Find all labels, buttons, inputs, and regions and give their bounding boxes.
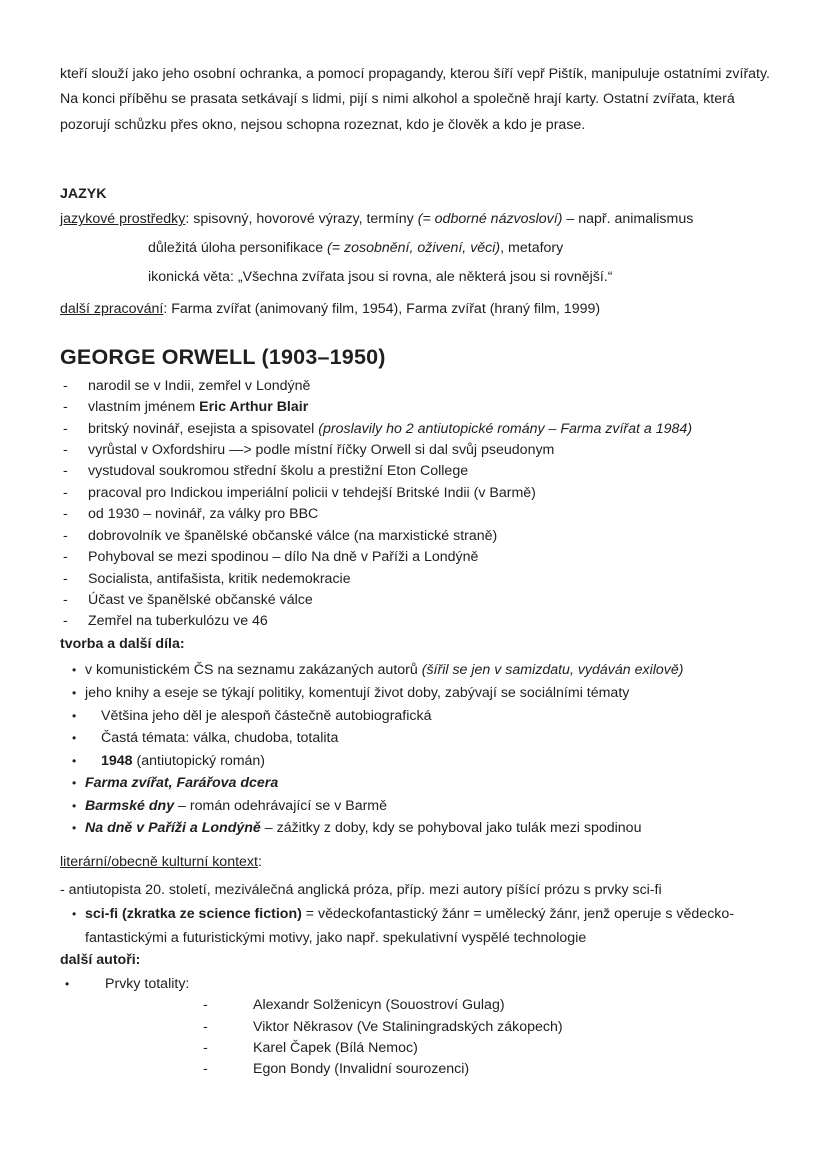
text-segment: Zemřel na tuberkulózu ve 46 bbox=[88, 613, 268, 630]
jazyk-heading bbox=[60, 184, 772, 206]
list-item-text bbox=[85, 817, 772, 840]
text-segment: tvorba a další díla: bbox=[60, 635, 185, 652]
orwell-fact bbox=[60, 504, 772, 525]
list-item-text bbox=[253, 1059, 772, 1080]
text-segment: – zážitky z doby, kdy se pohyboval jako tulák mezi spodinou bbox=[260, 820, 642, 837]
dash-marker: - bbox=[63, 377, 68, 394]
prvky-totality-bullet bbox=[60, 973, 772, 996]
text-segment: : spisovný, hovorové výrazy, termíny bbox=[185, 211, 418, 228]
bullet-marker: • bbox=[72, 685, 77, 700]
text-segment: důležitá úloha personifikace bbox=[148, 240, 328, 257]
text-segment: (šířil se jen v samizdatu, vydáván exilově) bbox=[421, 662, 684, 679]
text-segment: vyrůstal v Oxfordshiru —> podle místní říčky Orwell si dal svůj pseudonym bbox=[88, 442, 555, 459]
tvorba-item bbox=[60, 705, 772, 728]
text-segment: dobrovolník ve španělské občanské válce (na marxistické straně) bbox=[88, 527, 498, 544]
bullet-marker: • bbox=[72, 708, 77, 723]
text-segment: od 1930 – novinář, za války pro BBC bbox=[88, 506, 319, 523]
orwell-fact bbox=[60, 376, 772, 397]
dash-marker: - bbox=[203, 1061, 208, 1078]
text-segment: další zpracování bbox=[60, 301, 164, 318]
bullet-marker: • bbox=[72, 798, 77, 813]
document-content bbox=[60, 62, 772, 1080]
text-segment: (antiutopický román) bbox=[132, 752, 266, 769]
dash-marker: - bbox=[63, 484, 68, 501]
tvorba-item bbox=[60, 772, 772, 795]
text-segment: Častá témata: válka, chudoba, totalita bbox=[101, 730, 339, 747]
list-item-text bbox=[253, 1017, 772, 1038]
dash-marker: - bbox=[63, 442, 68, 459]
text-segment: jazykové prostředky bbox=[60, 211, 186, 228]
text-segment: – např. animalismus bbox=[562, 211, 694, 228]
list-item-text bbox=[88, 611, 772, 632]
antiutopista-line bbox=[60, 880, 772, 902]
dash-marker: - bbox=[63, 549, 68, 566]
kontext-line bbox=[60, 852, 772, 874]
text-segment: 1948 bbox=[101, 752, 133, 769]
tvorba-heading bbox=[60, 634, 772, 656]
dash-marker: - bbox=[63, 591, 68, 608]
list-item-text bbox=[88, 461, 772, 482]
text-segment: Eric Arthur Blair bbox=[199, 399, 309, 416]
list-item-text bbox=[88, 590, 772, 611]
dalsi-zpracovani-line bbox=[60, 299, 772, 321]
bullet-marker: • bbox=[72, 907, 77, 922]
list-item-text bbox=[253, 995, 772, 1016]
text-segment: v komunistickém ČS na seznamu zakázaných autorů bbox=[85, 662, 422, 679]
orwell-heading bbox=[60, 343, 772, 371]
text-segment: sci-fi (zkratka ze science fiction) bbox=[85, 906, 302, 923]
list-item-text bbox=[101, 750, 772, 773]
text-segment: Karel Čapek (Bílá Nemoc) bbox=[253, 1039, 418, 1056]
text-segment: narodil se v Indii, zemřel v Londýně bbox=[88, 377, 311, 394]
list-item-text bbox=[85, 903, 772, 950]
tvorba-item bbox=[60, 659, 772, 682]
dash-marker: - bbox=[63, 463, 68, 480]
text-segment: jeho knihy a eseje se týkají politiky, komentují život doby, zabývají se sociálními tématy bbox=[85, 684, 630, 701]
ikonicka-veta-line bbox=[60, 267, 772, 289]
tvorba-item bbox=[60, 682, 772, 705]
totalita-author bbox=[60, 1038, 772, 1059]
dash-marker: - bbox=[63, 527, 68, 544]
bullet-marker: • bbox=[72, 821, 77, 836]
tvorba-item bbox=[60, 817, 772, 840]
orwell-fact bbox=[60, 483, 772, 504]
text-segment: : bbox=[257, 854, 262, 871]
bullet-marker: • bbox=[65, 976, 70, 991]
dash-marker: - bbox=[203, 997, 208, 1014]
text-segment: Prvky totality: bbox=[105, 975, 190, 992]
orwell-fact bbox=[60, 526, 772, 547]
text-segment: - antiutopista 20. století, meziválečná anglická próza, příp. mezi autory píšící prózu s prvky sci-fi bbox=[60, 881, 662, 898]
list-item-text bbox=[85, 659, 772, 682]
orwell-fact bbox=[60, 440, 772, 461]
orwell-fact bbox=[60, 611, 772, 632]
text-segment: (proslavily ho 2 antiutopické romány – Farma zvířat a 1984) bbox=[318, 420, 693, 437]
dash-marker: - bbox=[63, 420, 68, 437]
totalita-author bbox=[60, 995, 772, 1016]
list-item-text bbox=[88, 440, 772, 461]
personifikace-line bbox=[60, 238, 772, 260]
dash-marker: - bbox=[203, 1018, 208, 1035]
text-segment: pracoval pro Indickou imperiální policii v tehdejší Britské Indii (v Barmě) bbox=[88, 484, 536, 501]
text-segment: Účast ve španělské občanské válce bbox=[88, 591, 313, 608]
list-item-text bbox=[253, 1038, 772, 1059]
list-item-text bbox=[88, 569, 772, 590]
text-segment: – román odehrávající se v Barmě bbox=[174, 797, 388, 814]
text-segment: Alexandr Solženicyn (Souostroví Gulag) bbox=[253, 997, 505, 1014]
text-segment: (= zosobnění, oživení, věci) bbox=[327, 240, 501, 257]
list-item-text bbox=[88, 504, 772, 525]
list-item-text bbox=[105, 973, 772, 996]
list-item-text bbox=[88, 547, 772, 568]
dash-marker: - bbox=[203, 1039, 208, 1056]
text-segment: ikonická věta: „Všechna zvířata jsou si rovna, ale některá jsou si rovnější.“ bbox=[148, 268, 613, 285]
totalita-author bbox=[60, 1017, 772, 1038]
text-segment: Socialista, antifašista, kritik nedemokracie bbox=[88, 570, 351, 587]
text-segment: JAZYK bbox=[60, 185, 107, 202]
text-segment: Na dně v Paříži a Londýně bbox=[85, 820, 261, 837]
text-segment: GEORGE ORWELL (1903–1950) bbox=[60, 344, 386, 369]
tvorba-item bbox=[60, 750, 772, 773]
bullet-marker: • bbox=[72, 663, 77, 678]
bullet-marker: • bbox=[72, 731, 77, 746]
tvorba-item bbox=[60, 727, 772, 750]
text-segment: Většina jeho děl je alespoň částečně autobiografická bbox=[101, 707, 432, 724]
jazykove-prostredky-line bbox=[60, 209, 772, 231]
orwell-fact bbox=[60, 419, 772, 440]
list-item-text bbox=[85, 682, 772, 705]
dash-marker: - bbox=[63, 570, 68, 587]
text-segment: kteří slouží jako jeho osobní ochranka, a pomocí propagandy, kterou šíří vepř Pištík, manipuluje ostatními zvířaty. Na konci příběhu se prasata setkávají s lidmi, pijí s nimi alkohol a společně hrají karty. Ostatní zvířata, která pozorují schůzku přes okno, nejsou schopna rozeznat, kdo je člověk a kdo je prase. bbox=[60, 66, 770, 133]
text-segment: vystudoval soukromou střední školu a prestižní Eton College bbox=[88, 463, 469, 480]
list-item-text bbox=[88, 419, 772, 440]
orwell-fact bbox=[60, 590, 772, 611]
totalita-author bbox=[60, 1059, 772, 1080]
list-item-text bbox=[85, 795, 772, 818]
orwell-fact bbox=[60, 461, 772, 482]
orwell-fact bbox=[60, 397, 772, 418]
text-segment: Viktor Někrasov (Ve Staliningradských zákopech) bbox=[253, 1018, 563, 1035]
orwell-fact bbox=[60, 547, 772, 568]
text-segment: literární/obecně kulturní kontext bbox=[60, 854, 258, 871]
dalsi-autori-heading bbox=[60, 950, 772, 972]
dash-marker: - bbox=[63, 613, 68, 630]
list-item-text bbox=[88, 483, 772, 504]
dash-marker: - bbox=[63, 506, 68, 523]
text-segment: vlastním jménem bbox=[88, 399, 200, 416]
orwell-fact bbox=[60, 569, 772, 590]
text-segment: Farma zvířat, Farářova dcera bbox=[85, 775, 279, 792]
text-segment: , metafory bbox=[500, 240, 564, 257]
list-item-text bbox=[88, 526, 772, 547]
text-segment: Barmské dny bbox=[85, 797, 175, 814]
bullet-marker: • bbox=[72, 776, 77, 791]
text-segment: další autoři: bbox=[60, 952, 141, 969]
list-item-text bbox=[101, 727, 772, 750]
text-segment: Pohyboval se mezi spodinou – dílo Na dně v Paříži a Londýně bbox=[88, 549, 479, 566]
scifi-bullet bbox=[60, 903, 772, 950]
list-item-text bbox=[88, 376, 772, 397]
tvorba-item bbox=[60, 795, 772, 818]
bullet-marker: • bbox=[72, 753, 77, 768]
intro-paragraph bbox=[60, 62, 772, 138]
list-item-text bbox=[85, 772, 772, 795]
text-segment: : Farma zvířat (animovaný film, 1954), Farma zvířat (hraný film, 1999) bbox=[163, 301, 601, 318]
list-item-text bbox=[88, 397, 772, 418]
text-segment: (= odborné názvosloví) bbox=[417, 211, 563, 228]
text-segment: Egon Bondy (Invalidní sourozenci) bbox=[253, 1061, 470, 1078]
text-segment: britský novinář, esejista a spisovatel bbox=[88, 420, 319, 437]
list-item-text bbox=[101, 705, 772, 728]
dash-marker: - bbox=[63, 399, 68, 416]
text-segment: = vědeckofantastický žánr = umělecký žánr, jenž operuje s vědecko-fantastickými a futuristickými motivy, jako např. spekulativní vyspělé technologie bbox=[85, 906, 734, 946]
